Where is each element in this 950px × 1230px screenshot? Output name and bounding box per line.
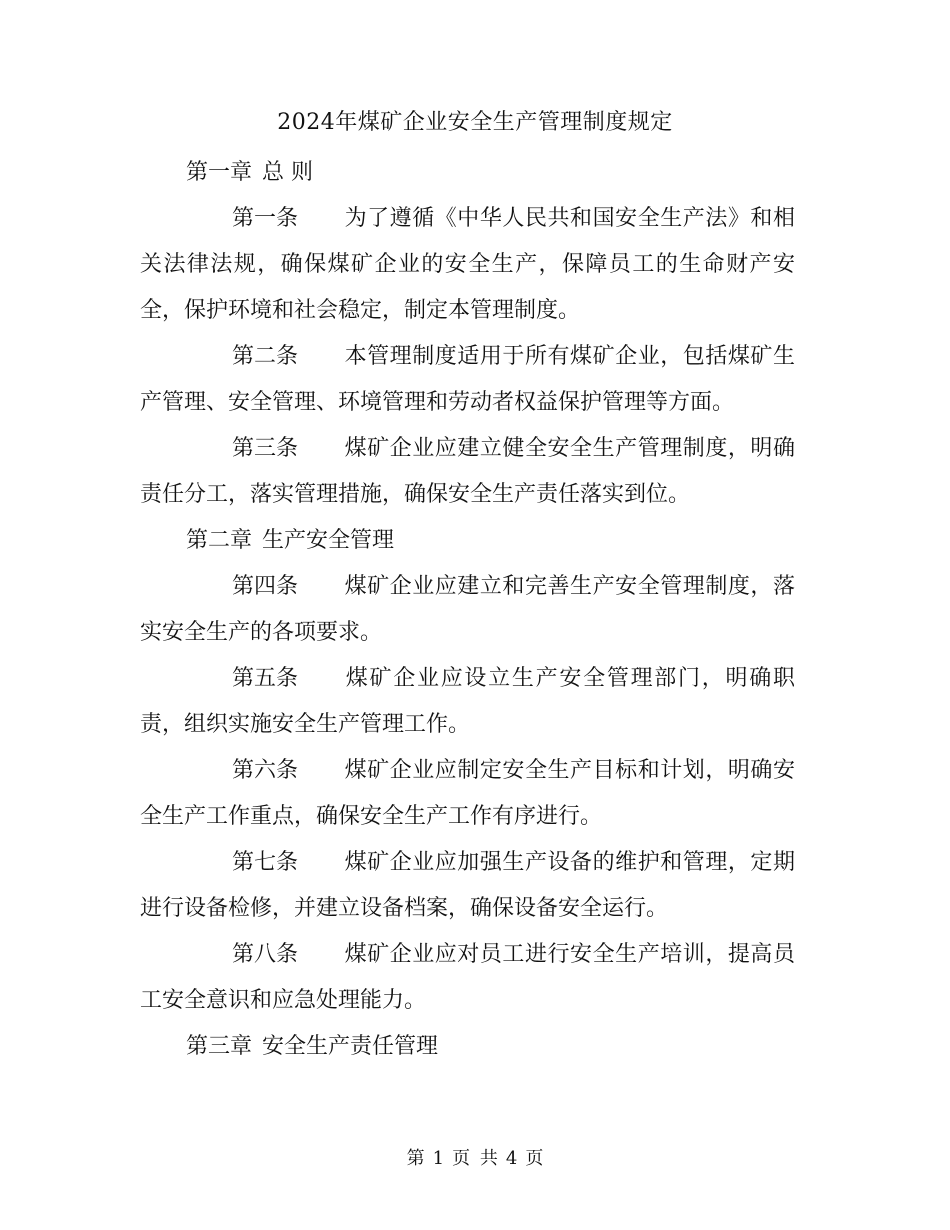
article-label: 第八条 — [232, 942, 299, 967]
article-label: 第一条 — [232, 206, 299, 231]
article-paragraph — [140, 840, 795, 932]
chapter-heading — [140, 1024, 795, 1070]
article-text: 煤矿企业应加强生产设备的维护和管理，定期进行设备检修，并建立设备档案，确保设备安全运行。 — [140, 850, 795, 921]
chapter-title: 生产安全管理 — [262, 528, 395, 553]
article-text: 煤矿企业应制定安全生产目标和计划，明确安全生产工作重点，确保安全生产工作有序进行。 — [140, 758, 795, 829]
chapter-label: 第一章 — [186, 160, 253, 185]
article-paragraph — [140, 932, 795, 1024]
document-title: 2024年煤矿企业安全生产管理制度规定 — [277, 110, 673, 135]
article-label: 第三条 — [232, 436, 299, 461]
article-label: 第七条 — [232, 850, 299, 875]
article-paragraph — [140, 748, 795, 840]
article-paragraph — [140, 656, 795, 748]
chapter-title: 安全生产责任管理 — [262, 1034, 439, 1059]
chapter-label: 第二章 — [186, 528, 253, 553]
article-paragraph — [140, 426, 795, 518]
chapter-heading — [140, 150, 795, 196]
article-paragraph — [140, 196, 795, 334]
article-label: 第六条 — [232, 758, 299, 783]
article-text: 煤矿企业应建立和完善生产安全管理制度，落实安全生产的各项要求。 — [140, 574, 795, 645]
page-prefix: 第 — [406, 1148, 425, 1169]
total-pages: 4 — [505, 1148, 518, 1169]
page-footer — [0, 1144, 950, 1174]
article-text: 煤矿企业应设立生产安全管理部门，明确职责，组织实施安全生产管理工作。 — [140, 666, 795, 737]
document-body — [140, 150, 795, 1070]
article-label: 第五条 — [232, 666, 299, 691]
article-text: 煤矿企业应对员工进行安全生产培训，提高员工安全意识和应急处理能力。 — [140, 942, 795, 1013]
article-label: 第二条 — [232, 344, 299, 369]
page-middle: 页 共 — [452, 1148, 498, 1169]
chapter-label: 第三章 — [186, 1034, 253, 1059]
page-number: 1 — [432, 1148, 445, 1169]
article-text: 本管理制度适用于所有煤矿企业，包括煤矿生产管理、安全管理、环境管理和劳动者权益保护管理等方面。 — [140, 344, 795, 415]
page-suffix: 页 — [525, 1148, 544, 1169]
article-label: 第四条 — [232, 574, 299, 599]
article-paragraph — [140, 564, 795, 656]
chapter-heading — [140, 518, 795, 564]
article-paragraph — [140, 334, 795, 426]
article-text: 为了遵循《中华人民共和国安全生产法》和相关法律法规，确保煤矿企业的安全生产，保障员工的生命财产安全，保护环境和社会稳定，制定本管理制度。 — [140, 206, 795, 323]
chapter-title: 总 则 — [262, 160, 314, 185]
article-text: 煤矿企业应建立健全安全生产管理制度，明确责任分工，落实管理措施，确保安全生产责任落实到位。 — [140, 436, 795, 507]
